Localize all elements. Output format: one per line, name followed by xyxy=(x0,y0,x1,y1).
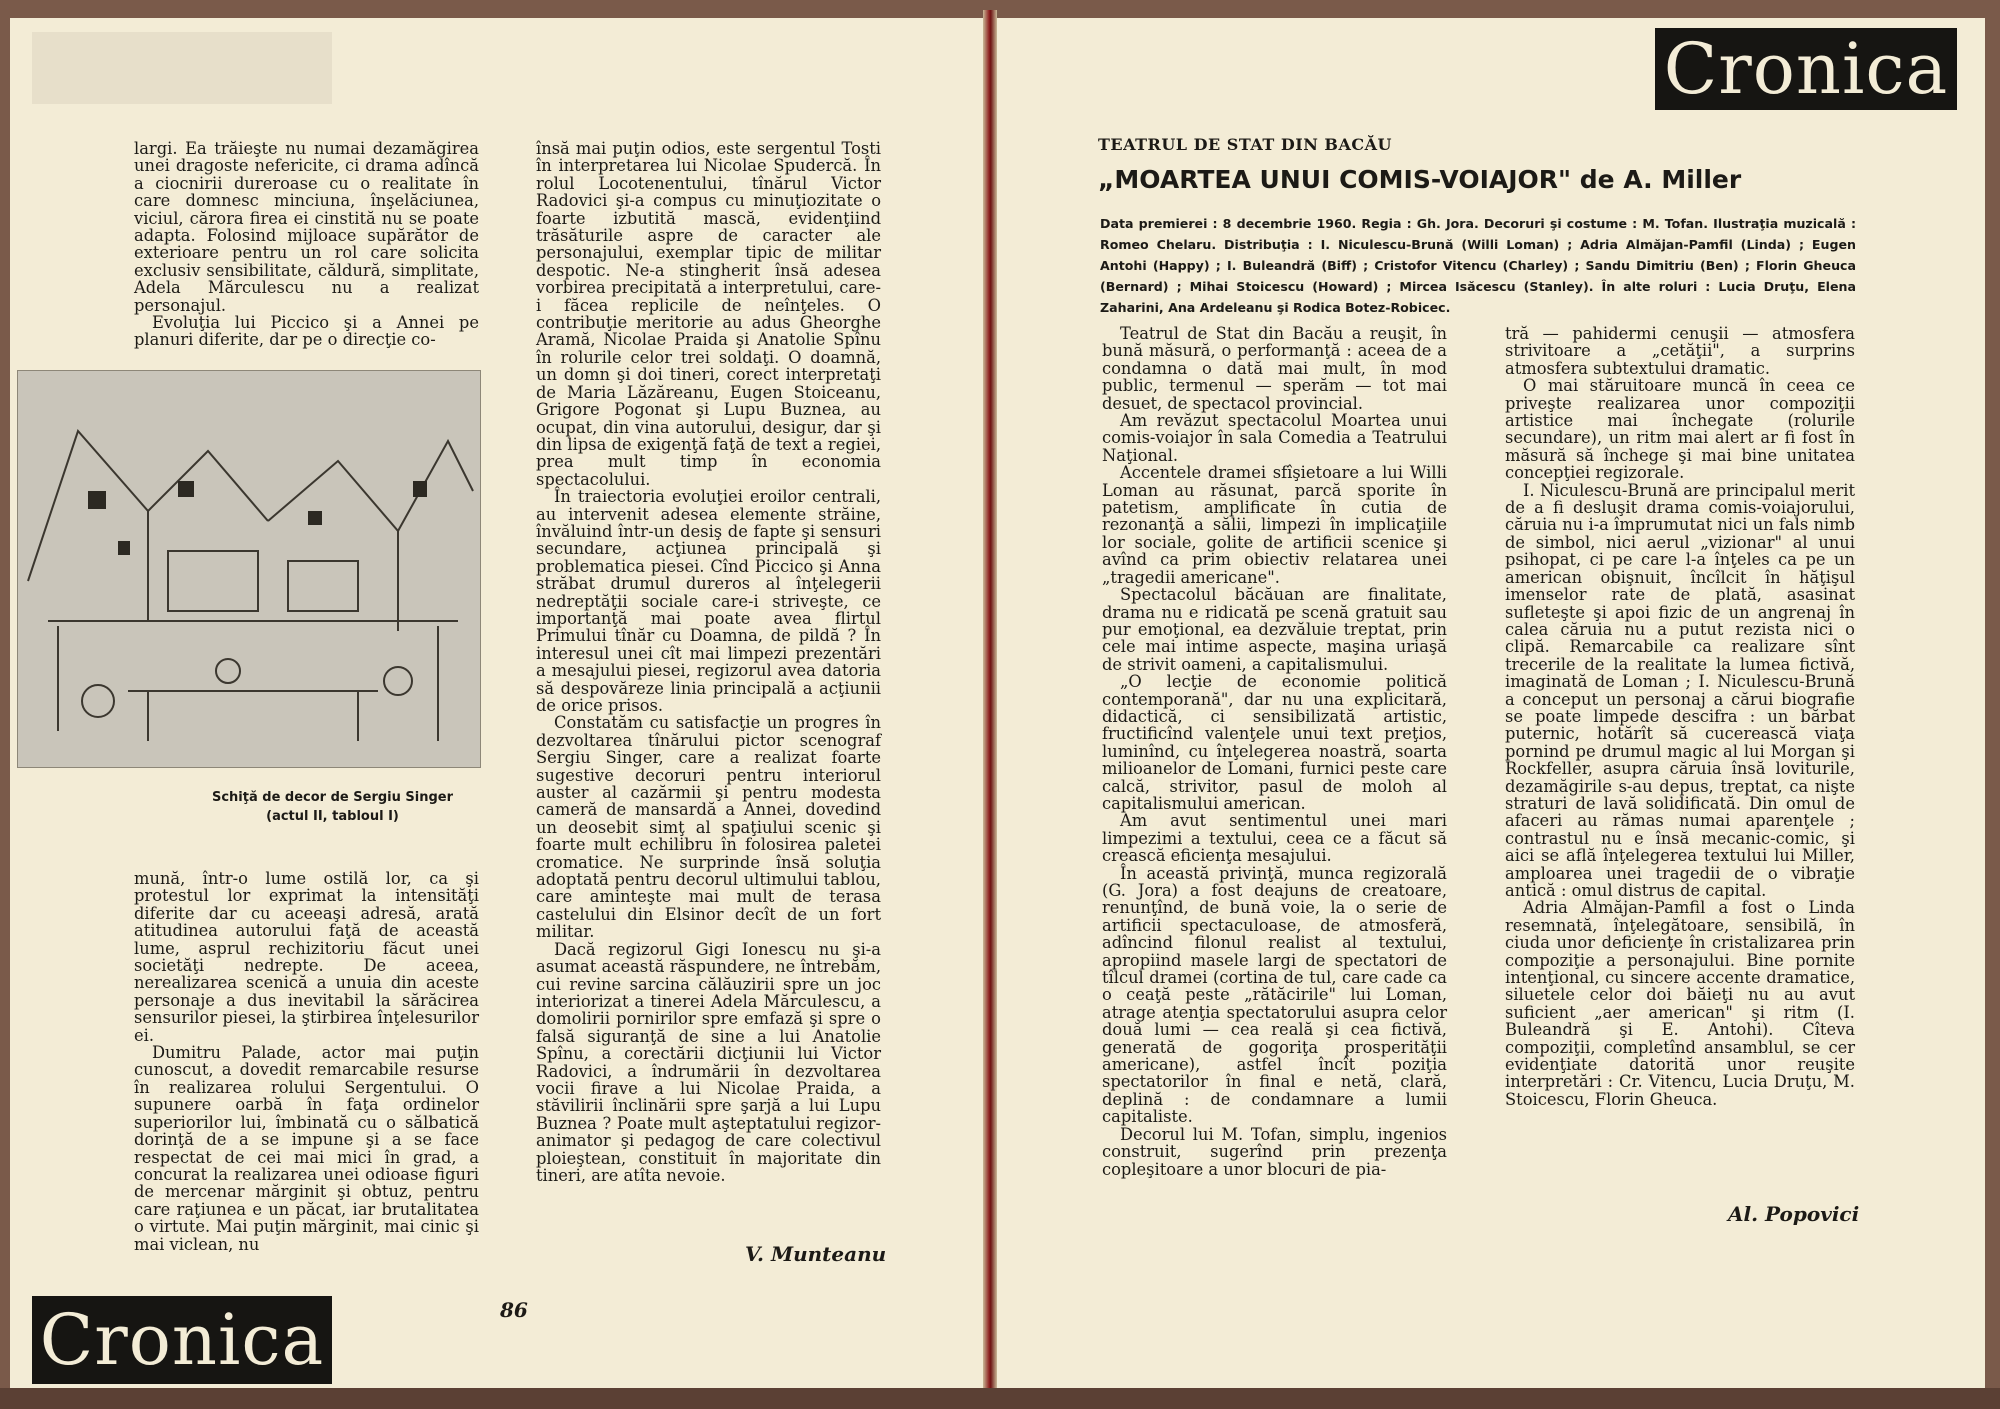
paragraph: Adria Almăjan-Pamfil a fost o Linda resemnată, înţelegătoare, sensibilă, în ciuda unor deficienţe în cristalizarea prin compoziţie a personajului. Bine pornite intenţional, cu sincere accente dramatice, siluetele celor doi băieţi nu au avut suficient „aer american" şi ritm (I. Buleandră şi E. Antohi). Cîteva compoziţii, completînd ansamblul, se cer evidenţiate datorită unor reuşite interpretări : Cr. Vitencu, Lucia Druţu, M. Stoicescu, Florin Gheuca. xyxy=(1505,898,1855,1109)
caption-line: (actul II, tabloul I) xyxy=(266,809,399,824)
paragraph: largi. Ea trăieşte nu numai dezamăgirea unei dragoste nefericite, ci drama adîncă a ciocnirii dureroase cu o realitate în care domnesc minciuna, înşelăciunea, viciul, cărora firea ei cinstită nu se poate adapta. Folosind mijloace supărător de exterioare pentru un rol care solicita exclusiv sensibilitate, căldură, simplitate, Adela Mărculescu nu a realizat personajul. xyxy=(134,139,479,315)
cronica-logo-text: Cronica xyxy=(39,1299,325,1381)
cronica-logo xyxy=(32,1296,332,1384)
paragraph: I. Niculescu-Brună are principalul merit de a fi desluşit drama comis-voiajorului, căruia nu i-a împrumutat nici un fals nimb de simbol, nici aerul „vizionar" al unui psihopat, ci pe care l-a înţeles ca pe un american obişnuit, încîlcit în hăţişul imenselor rate de plată, asasinat sufleteşte şi apoi fizic de un angrenaj în calea căruia nu a putut rezista nici o clipă. Remarcabile ca realizare sînt trecerile de la realitate la lumea fictivă, imaginată de Loman ; I. Niculescu-Brună a conceput un personaj a cărui biografie se poate limpede descifra : un bărbat puternic, hotărît să cucerească viaţa pornind pe drumul magic al lui Morgan şi Rockfeller, asupra căruia însă loviturile, dezamăgirile s-au depus, treptat, ca nişte straturi de lavă solidificată. Din omul de afaceri au rămas numai aparenţele ; contrastul nu e însă mecanic-comic, şi aici se află înţelegerea textului lui Miller, amploarea unei tragedii de o vibraţie antică : omul distrus de capital. xyxy=(1505,480,1855,900)
sketch-caption xyxy=(165,788,500,826)
left-col2 xyxy=(536,140,881,1184)
cronica-logo-text: Cronica xyxy=(1663,28,1949,110)
paragraph: În traiectoria evoluţiei eroilor centrali, au intervenit adesea elemente străine, învăluind într-un desiş de fapte şi sensuri secundare, acţiunea principală şi problematica piesei. Cînd Piccico şi Anna străbat drumul dureros al înţelegerii nedreptăţii sociale care-i striveşte, ce importanţă mai poate avea flirtul Primului tînăr cu Doamna, de pildă ? În interesul unei cît mai limpezi prezentări a mesajului piesei, regizorul avea datoria să despovăreze linia principală a acţiunii de orice prisos. xyxy=(536,487,881,715)
paragraph: În această privinţă, munca regizorală (G. Jora) a fost deajuns de creatoare, renunţînd, de bună voie, la o serie de artificii spectaculoase, de atmosferă, adîncind filonul realist al textului, apropiind masele largi de spectatori de tîlcul dramei (cortina de tul, care cade ca o ceaţă peste „rătăcirile" lui Loman, atrage atenţia spectatorului asupra celor două lumi — cea reală şi cea fictivă, generată de gogoriţa prosperităţii americane), astfel încît poziţia spectatorilor în final e netă, clară, deplină : de condamnare a lumii capitaliste. xyxy=(1102,863,1447,1127)
paragraph: „O lecţie de economie politică contemporană", dar nu una explicitară, didactică, ci sensibilizată artistic, fructificînd valenţele unui text preţios, luminînd, cu înţelegerea noastră, soarta milioanelor de Lomani, furnici peste care calcă, strivitor, pasul de moloh al capitalismului american. xyxy=(1102,672,1447,813)
paragraph: Evoluţia lui Piccico şi a Annei pe planuri diferite, dar pe o direcţie co- xyxy=(134,313,479,350)
stage-sketch-image xyxy=(17,370,481,768)
book-spine xyxy=(983,10,997,1400)
paragraph: Dumitru Palade, actor mai puţin cunoscut, a dovedit remarcabile resurse în realizarea rolului Sergentului. O supunere oarbă în faţa ordinelor superiorilor lui, îmbinată cu o sălbatică dorinţă de a se impune şi a se face respectat de cei mai mici în grad, a concurat la realizarea unei odioase figuri de mercenar mărginit şi obtuz, pentru care raţiunea e un păcat, iar brutalitatea o virtute. Mai puţin mărginit, mai cinic şi mai viclean, nu xyxy=(134,1043,479,1254)
paragraph: Dacă regizorul Gigi Ionescu nu şi-a asumat această răspundere, ne întrebăm, cui revine sarcina călăuzirii spre un joc interiorizat a tinerei Adela Mărculescu, a domolirii pornirilor spre emfază şi spre o falsă siguranţă de sine a lui Anatolie Spînu, a corectării dicţiunii lui Victor Radovici, a îndrumării în dezvoltarea vocii firave a lui Nicolae Praida, a stăvilirii înclinării spre şarjă a lui Lupu Buznea ? Poate mult aşteptatului regizor-animator şi pedagog de care colectivul ploieştean, constituit în majoritate din tineri, are atîta nevoie. xyxy=(536,939,881,1185)
paragraph: O mai stăruitoare muncă în ceea ce priveşte realizarea unor compoziţii artistice mai închegate (rolurile secundare), un ritm mai alert ar fi fost în măsură să închege şi mai bine unitatea concepţiei regizorale. xyxy=(1505,376,1855,483)
left-col1-bottom xyxy=(134,870,479,1253)
production-credits: Data premierei : 8 decembrie 1960. Regia : Gh. Jora. Decoruri şi costume : M. Tofan. Ilustraţia muzicală : Romeo Chelaru. Distribuţia : I. Niculescu-Brună (Willi Loman) ; Adria Almăjan-Pamfil (Linda) ; Eugen Antohi (Happy) ; I. Buleandră (Biff) ; Cristofor Vitencu (Charley) ; Sandu Dimitriu (Ben) ; Florin Gheuca (Bernard) ; Mihai Stoicescu (Howard) ; Mircea Isăcescu (Stanley). În alte roluri : Lucia Druţu, Elena Zaharini, Ana Ardeleanu şi Rodica Botez-Robicec. xyxy=(1100,216,1856,315)
paragraph: Am revăzut spectacolul Moartea unui comis-voiajor în sala Comedia a Teatrului Naţional. xyxy=(1102,411,1447,465)
right-col1 xyxy=(1102,325,1447,1178)
paragraph: Am avut sentimentul unei mari limpezimi a textului, ceea ce a făcut să crească eficienţa mesajului. xyxy=(1102,811,1447,866)
binding-edge xyxy=(0,1388,2000,1409)
right-col2 xyxy=(1505,325,1855,1108)
caption-line: Schiţă de decor de Sergiu Singer xyxy=(211,790,454,805)
paragraph: Accentele dramei sfîşietoare a lui Willi Loman au răsunat, parcă sporite în patetism, amplificate în cutia de rezonanţă a sălii, limpezi în implicaţiile lor sociale, golite de artificii scenice şi avînd ca prim obiectiv relatarea unei „tragedii americane". xyxy=(1102,463,1447,587)
paragraph: tră — pahidermi cenuşii — atmosfera strivitoare a „cetăţii", a surprins atmosfera subtextului dramatic. xyxy=(1505,324,1855,378)
cronica-logo xyxy=(1655,28,1957,110)
paragraph: Constatăm cu satisfacţie un progres în dezvoltarea tînărului pictor scenograf Sergiu Singer, care a realizat foarte sugestive decoruri pentru interiorul auster al cazărmii şi pentru modesta cameră de mansardă a Annei, dovedind un deosebit simţ al spaţiului scenic şi foarte mult echilibru în folosirea paletei cromatice. Ne surprinde însă soluţia adoptată pentru decorul ultimului tablou, care aminteşte mai mult de terasa castelului din Elsinor decît de un fort militar. xyxy=(536,713,881,942)
sketch-drawing xyxy=(18,371,480,767)
article-title: „MOARTEA UNUI COMIS-VOIAJOR" de A. Miller xyxy=(1098,165,1742,194)
paragraph: Teatrul de Stat din Bacău a reuşit, în bună măsură, o performanţă : aceea de a condamna o dată mai mult, în mod public, termenul — sperăm — tot mai desuet, de spectacol provincial. xyxy=(1102,324,1447,413)
left-col1-top xyxy=(134,140,479,349)
paragraph: mună, într-o lume ostilă lor, ca şi protestul lor exprimat la intensităţi diferite dar cu aceeaşi adresă, arată atitudinea autorului faţă de această lume, asprul rechizitoriu făcut unei societăţi nedrepte. De aceea, nerealizarea scenică a unuia din aceste personaje a dus inevitabil la sărăcirea sensurilor piesei, la ştirbirea înţelesurilor ei. xyxy=(134,869,479,1045)
article-signature: V. Munteanu xyxy=(745,1242,887,1266)
paragraph: însă mai puţin odios, este sergentul Tosti în interpretarea lui Nicolae Spudercă. În rolul Locotenentului, tînărul Victor Radovici şi-a compus cu minuţiozitate o foarte izbutită mască, evidenţiind trăsăturile aspre de caracter ale personajului, exemplar tipic de militar despotic. Ne-a stingherit însă adesea vorbirea precipitată a interpretului, care-i făcea replicile de neînţeles. O contribuţie meritorie au adus Gheorghe Aramă, Nicolae Praida şi Anatolie Spînu în rolurile celor trei soldaţi. O doamnă, un domn şi doi tineri, corect interpretaţi de Maria Lăzăreanu, Eugen Stoiceanu, Grigore Pogonat şi Lupu Buznea, au ocupat, din vina autorului, desigur, dar şi din lipsa de exigenţă faţă de text a regiei, prea mult timp în economia spectacolului. xyxy=(536,139,881,489)
article-signature: Al. Popovici xyxy=(1728,1202,1860,1226)
faded-logo-bleed xyxy=(32,32,332,104)
page-number: 86 xyxy=(500,1298,528,1322)
paragraph: Decorul lui M. Tofan, simplu, ingenios construit, sugerînd prin prezenţa copleşitoare a unor blocuri de pia- xyxy=(1102,1124,1447,1179)
theatre-name: TEATRUL DE STAT DIN BACĂU xyxy=(1098,135,1392,154)
paragraph: Spectacolul băcăuan are finalitate, drama nu e ridicată pe scenă gratuit sau pur emoţional, ea dezvăluie treptat, prin cele mai intime aspecte, maşina uriaşă de strivit oameni, a capitalismului. xyxy=(1102,585,1447,674)
